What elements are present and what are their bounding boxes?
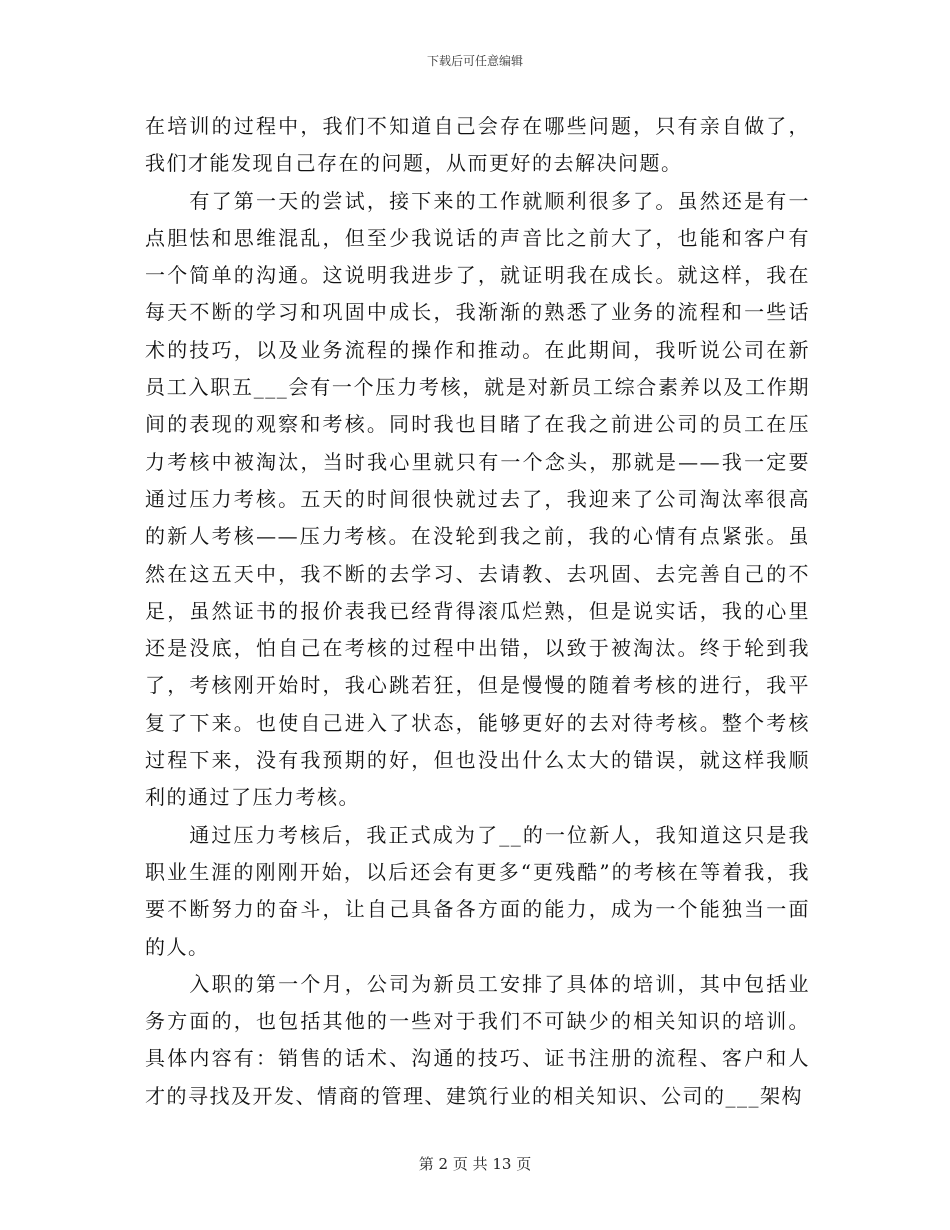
document-body <box>145 108 810 1115</box>
paragraph: 通过压力考核后，我正式成为了__的一位新人，我知道这只是我职业生涯的刚刚开始，以后还会有更多“更残酷”的考核在等着我，我要不断努力的奋斗，让自己具备各方面的能力，成为一个能独当一面的人。 <box>145 822 810 959</box>
page-footer: 第 2 页 共 13 页 <box>418 1155 532 1173</box>
paragraph: 入职的第一个月，公司为新员工安排了具体的培训，其中包括业务方面的，也包括其他的一些对于我们不可缺少的相关知识的培训。具体内容有：销售的话术、沟通的技巧、证书注册的流程、客户和人才的寻找及开发、情商的管理、建筑行业的相关知识、公司的___架构 <box>145 971 810 1108</box>
paragraph: 在培训的过程中，我们不知道自己会存在哪些问题，只有亲自做了，我们才能发现自己存在的问题，从而更好的去解决问题。 <box>145 114 810 176</box>
paragraph: 有了第一天的尝试，接下来的工作就顺利很多了。虽然还是有一点胆怯和思维混乱，但至少我说话的声音比之前大了，也能和客户有一个简单的沟通。这说明我进步了，就证明我在成长。就这样，我在每天不断的学习和巩固中成长，我渐渐的熟悉了业务的流程和一些话术的技巧，以及业务流程的操作和推动。在此期间，我听说公司在新员工入职五___会有一个压力考核，就是对新员工综合素养以及工作期间的表现的观察和考核。同时我也目睹了在我之前进公司的员工在压力考核中被淘汰，当时我心里就只有一个念头，那就是——我一定要通过压力考核。五天的时间很快就过去了，我迎来了公司淘汰率很高的新人考核——压力考核。在没轮到我之前，我的心情有点紧张。虽然在这五天中，我不断的去学习、去请教、去巩固、去完善自己的不足，虽然证书的报价表我已经背得滚瓜烂熟，但是说实话，我的心里还是没底，怕自己在考核的过程中出错，以致于被淘汰。终于轮到我了，考核刚开始时，我心跳若狂，但是慢慢的随着考核的进行，我平复了下来。也使自己进入了状态，能够更好的去对待考核。整个考核过程下来，没有我预期的好，但也没出什么太大的错误，就这样我顺利的通过了压力考核。 <box>145 188 810 810</box>
page-header: 下载后可任意编辑 <box>426 54 523 68</box>
